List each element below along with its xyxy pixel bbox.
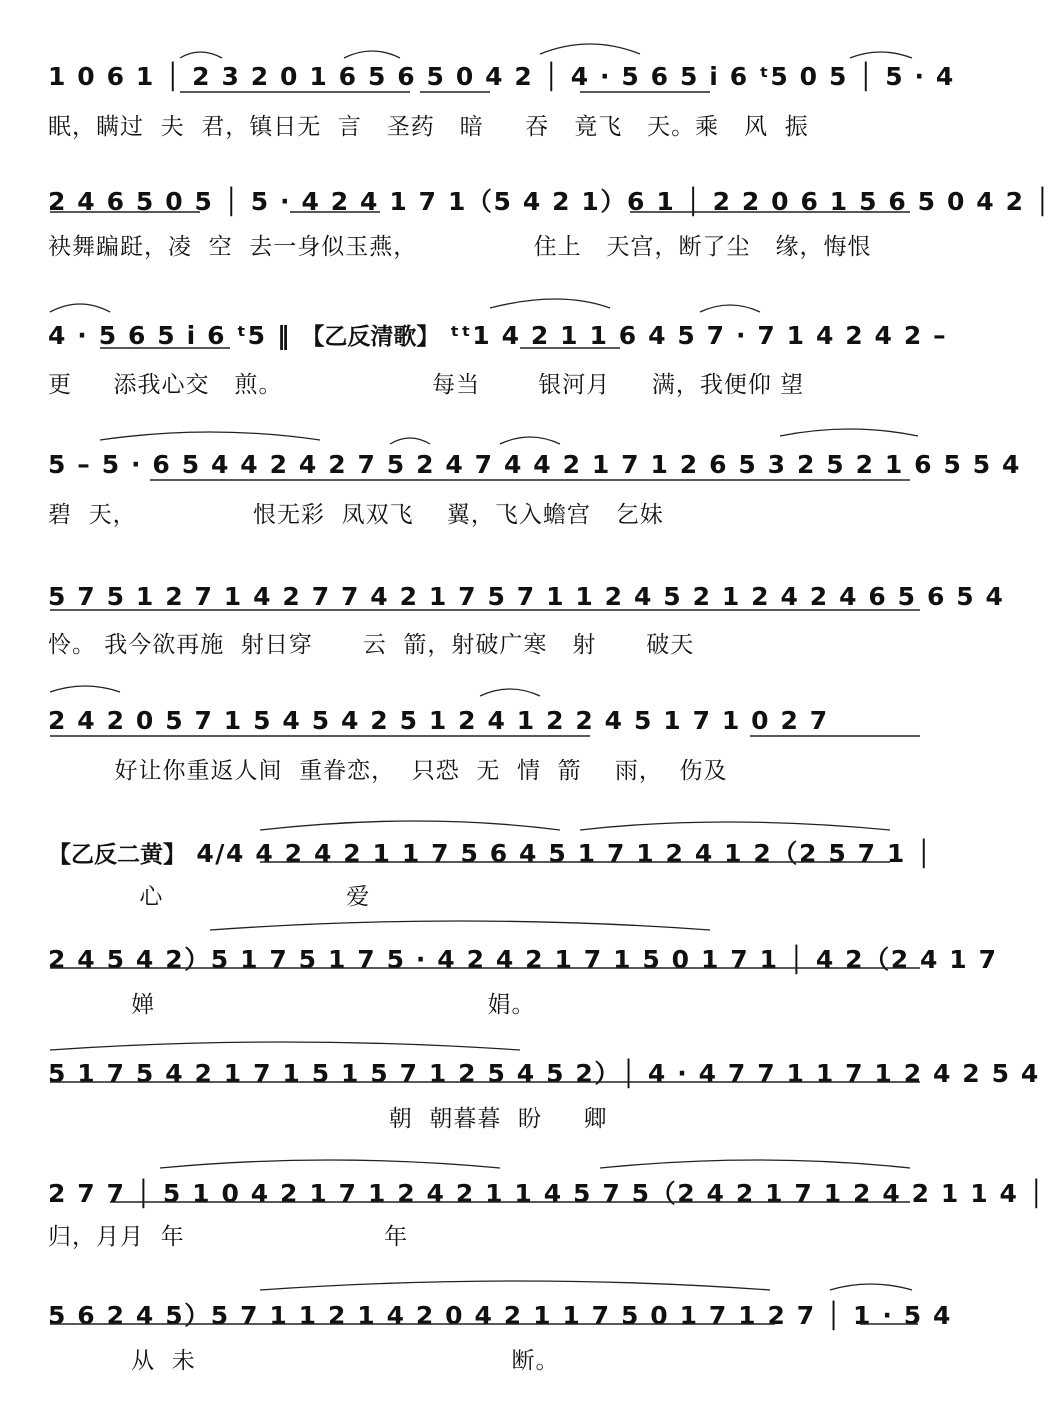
notation-row-11: 5 6 2 4 5）5 7 1 1 2 1 4 2 0 4 2 1 1 7 5 0 1 7 1 2 7 │ 1 · 5 4 xyxy=(48,1301,953,1330)
slur-mark xyxy=(180,52,222,58)
lyrics-row-4: 碧 天， 恨无彩 凤双飞 翼，飞入蟾宫 乞妹 xyxy=(48,502,664,528)
slur-mark xyxy=(260,821,560,830)
notation-row-4: 5 – 5 · 6 5 4 4 2 4 2 7 5 2 4 7 4 4 2 1 7 1 2 6 5 3 2 5 2 1 6 5 5 4 xyxy=(48,450,1022,479)
notation-row-8: 2 4 5 4 2）5 1 7 5 1 7 5 · 4 2 4 2 1 7 1 5 0 1 7 1 │ 4 2（2 4 1 7 xyxy=(48,945,998,974)
slur-mark xyxy=(580,822,890,830)
slur-mark xyxy=(260,1281,770,1290)
notation-row-2: 2 4 6 5 0 5 │ 5 · 4 2 4 1 7 1（5 4 2 1）6 1 │ 2 2 0 6 1 5 6 5 0 4 2 │ xyxy=(48,187,1052,216)
slur-mark xyxy=(390,438,430,444)
lyrics-row-1: 眠，瞒过 夫 君，镇日无 言 圣药 暗 吞 竟飞 天。乘 风 振 xyxy=(48,114,809,140)
time-signature: 4/4 xyxy=(196,839,246,868)
slur-mark xyxy=(500,437,560,444)
notation-row-3-start: 4 · 5 6 5 i 6 ᵗ5 ‖ xyxy=(48,321,292,350)
notation-row-7 xyxy=(48,834,933,870)
lyrics-row-9: 朝 朝暮暮 盼 卿 xyxy=(48,1106,608,1132)
slur-mark xyxy=(50,1042,520,1050)
notation-row-5: 5 7 5 1 2 7 1 4 2 7 7 4 2 1 7 5 7 1 1 2 4 5 2 1 2 4 2 4 6 5 6 5 4 xyxy=(48,582,1005,611)
notation-row-7-end: 4 2 4 2 1 1 7 5 6 4 5 1 7 1 2 4 1 2（2 5 7 1 │ xyxy=(255,839,933,868)
notation-row-6: 2 4 2 0 5 7 1 5 4 5 4 2 5 1 2 4 1 2 2 4 5 1 7 1 0 2 7 xyxy=(48,706,829,735)
slur-mark xyxy=(344,51,400,58)
lyrics-row-5: 怜。 我今欲再施 射日穿 云 箭，射破广寒 射 破天 xyxy=(48,632,695,658)
section-marker-yifan-erhuang: 【乙反二黄】 xyxy=(48,842,186,868)
slur-mark xyxy=(600,1160,910,1168)
slur-mark xyxy=(850,52,912,58)
lyrics-row-3: 更 添我心交 煎。 每当 银河月 满，我便仰 望 xyxy=(48,372,805,398)
lyrics-row-8: 婵 娟。 xyxy=(48,992,536,1018)
slur-mark xyxy=(100,432,320,440)
lyrics-row-2: 袂舞蹁跹，凌 空 去一身似玉燕， 住上 天宫，断了尘 缘，悔恨 xyxy=(48,234,872,260)
lyrics-row-10: 归，月月 年 年 xyxy=(48,1224,409,1250)
slur-mark xyxy=(780,429,918,436)
notation-row-3-end: ᵗᵗ1 4 2 1 1 6 4 5 7 · 7 1 4 2 4 2 – xyxy=(449,321,948,350)
notation-row-1: 1 0 6 1 │ 2 3 2 0 1 6 5 6 5 0 4 2 │ 4 · 5 6 5 i 6 ᵗ5 0 5 │ 5 · 4 xyxy=(48,62,955,91)
slur-mark xyxy=(490,299,610,308)
notation-row-9: 5 1 7 5 4 2 1 7 1 5 1 5 7 1 2 5 4 5 2）│ 4 · 4 7 7 1 1 7 1 2 4 2 5 4 xyxy=(48,1059,1040,1088)
section-marker-yifan-qingge: 【乙反清歌】 xyxy=(301,324,440,350)
slur-mark xyxy=(210,921,710,930)
slur-mark xyxy=(50,304,110,312)
lyrics-row-6: 好让你重返人间 重眷恋， 只恐 无 情 箭 雨， 伤及 xyxy=(48,758,728,784)
slur-mark xyxy=(50,686,120,692)
lyrics-row-7: 心 爱 xyxy=(48,884,371,910)
slur-mark xyxy=(480,689,540,696)
slur-mark xyxy=(160,1160,500,1168)
slur-mark xyxy=(830,1284,912,1290)
notation-row-10: 2 7 7 │ 5 1 0 4 2 1 7 1 2 4 2 1 1 4 5 7 5（2 4 2 1 7 1 2 4 2 1 1 4 │ xyxy=(48,1179,1046,1208)
lyrics-row-11: 从 未 断。 xyxy=(48,1348,560,1374)
notation-row-3 xyxy=(48,318,948,351)
slur-mark xyxy=(540,44,640,54)
slur-mark xyxy=(700,305,760,312)
